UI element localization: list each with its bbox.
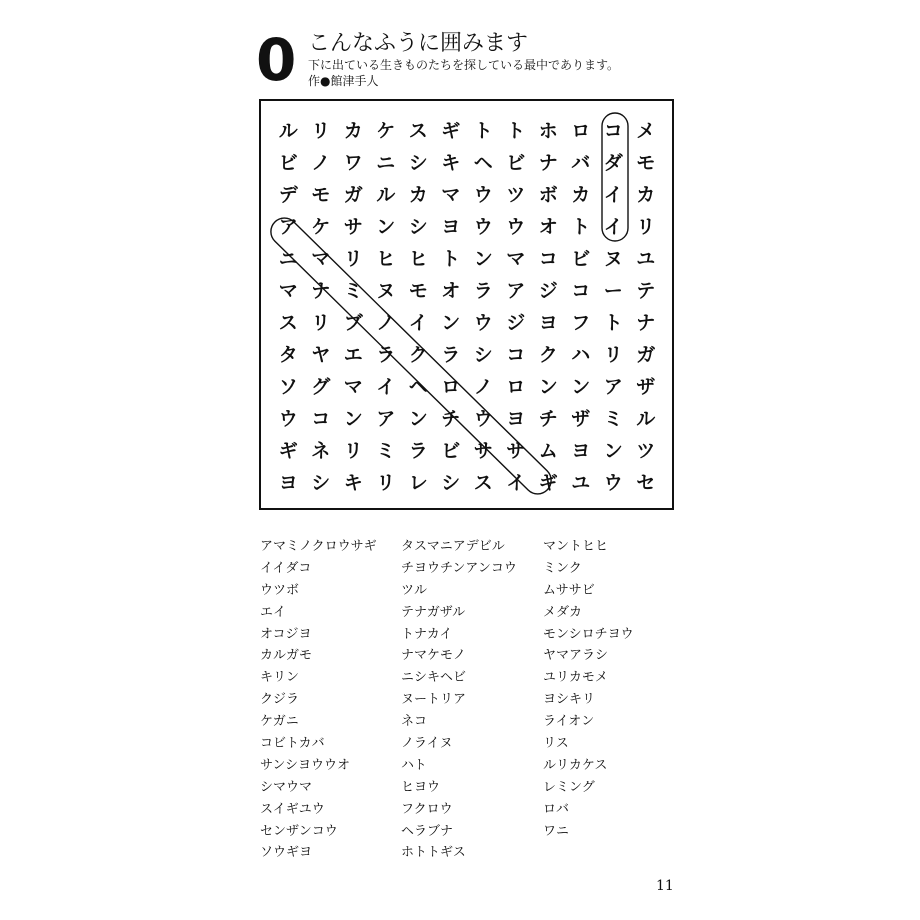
grid-cell: ロ bbox=[571, 119, 591, 142]
word-list-item: テナガザル bbox=[401, 604, 466, 620]
grid-cell: ラ bbox=[408, 439, 428, 462]
grid-cell: ロ bbox=[506, 375, 526, 398]
word-list-item: ニシキヘビ bbox=[401, 670, 467, 686]
word-list-item: カルガモ bbox=[260, 648, 313, 664]
grid-cell: ウ bbox=[473, 215, 493, 238]
grid-cell: ヘ bbox=[408, 375, 428, 398]
grid-cell: ビ bbox=[278, 151, 298, 174]
word-list-item: ヌートリア bbox=[401, 692, 467, 708]
grid-cell: ニ bbox=[278, 247, 298, 270]
grid-cell: ビ bbox=[441, 439, 461, 462]
grid-cell: マ bbox=[278, 279, 298, 302]
word-list-item: コビトカバ bbox=[260, 736, 325, 752]
grid-cell: ヘ bbox=[473, 151, 493, 174]
word-list-item: ヘラブナ bbox=[401, 823, 454, 839]
grid-cell: ノ bbox=[311, 151, 331, 174]
grid-cell: ン bbox=[603, 439, 623, 462]
grid-cell: コ bbox=[506, 343, 526, 366]
grid-cell: ヌ bbox=[603, 247, 623, 270]
word-list-item: ルリカケス bbox=[543, 757, 608, 773]
word-list-item: ナマケモノ bbox=[401, 648, 466, 664]
word-list-item: フクロウ bbox=[401, 801, 453, 817]
grid-cell: ン bbox=[441, 311, 461, 334]
grid-cell: ヨ bbox=[441, 215, 461, 238]
grid-cell: イ bbox=[376, 375, 396, 398]
grid-cell: サ bbox=[473, 439, 493, 462]
word-list-item: シマウマ bbox=[260, 779, 313, 795]
grid-cell: ラ bbox=[473, 279, 493, 302]
grid-cell: タ bbox=[278, 343, 298, 366]
grid-cell: デ bbox=[278, 183, 298, 206]
grid-cell: ガ bbox=[636, 343, 656, 366]
grid-cell: カ bbox=[343, 119, 363, 142]
grid-cell: ボ bbox=[538, 183, 558, 206]
grid-cell: ノ bbox=[473, 375, 493, 398]
grid-cell: ア bbox=[603, 375, 623, 398]
word-list-item: チヨウチンアンコウ bbox=[401, 560, 517, 576]
grid-cell: バ bbox=[571, 151, 591, 174]
grid-cell: コ bbox=[538, 247, 558, 270]
grid-cell: ネ bbox=[311, 439, 331, 462]
grid-cell: コ bbox=[603, 119, 623, 142]
word-list-item: モンシロチヨウ bbox=[543, 626, 634, 642]
puzzle-subtitle: 下に出ている生きものたちを探している最中であります。 bbox=[308, 58, 620, 72]
grid-cell: グ bbox=[311, 375, 331, 398]
grid-cell: フ bbox=[571, 311, 591, 334]
word-list-item: サンシヨウウオ bbox=[260, 757, 351, 773]
puzzle-header bbox=[256, 28, 676, 92]
word-list-item: スイギユウ bbox=[260, 801, 325, 817]
grid-cell: ウ bbox=[473, 407, 493, 430]
grid-cell: ナ bbox=[636, 311, 656, 334]
word-list-item: アマミノクロウサギ bbox=[260, 539, 377, 554]
puzzle-number: 0 bbox=[256, 26, 297, 94]
grid-cell: ヨ bbox=[538, 311, 558, 334]
grid-cell: ル bbox=[636, 407, 656, 430]
grid-cell: ウ bbox=[603, 471, 623, 494]
grid-cell: ウ bbox=[473, 311, 493, 334]
grid-cell: ト bbox=[571, 215, 591, 238]
grid-cell: リ bbox=[376, 471, 396, 494]
grid-cell: ー bbox=[603, 279, 623, 302]
grid-cell: ム bbox=[538, 439, 558, 462]
word-list-item: トナカイ bbox=[401, 626, 453, 642]
word-list-item: リス bbox=[543, 736, 569, 752]
word-list-item: ホトトギス bbox=[401, 845, 466, 861]
word-list-item: ヒヨウ bbox=[401, 779, 441, 795]
grid-cell: サ bbox=[343, 215, 363, 238]
grid-cell: ミ bbox=[376, 439, 396, 462]
grid-cell: リ bbox=[311, 311, 331, 334]
grid-cell: ト bbox=[603, 311, 623, 334]
grid-cell: ギ bbox=[278, 439, 298, 462]
grid-cell: チ bbox=[441, 407, 461, 430]
grid-cell: ア bbox=[278, 215, 298, 238]
grid-cell: ニ bbox=[376, 151, 396, 174]
grid-cell: イ bbox=[603, 183, 623, 206]
word-list-item: タスマニアデビル bbox=[401, 539, 505, 554]
word-list-item: ノライヌ bbox=[401, 736, 453, 752]
word-list-item: ワニ bbox=[543, 823, 570, 839]
grid-cell: イ bbox=[408, 311, 428, 334]
grid-cell: シ bbox=[441, 471, 461, 494]
word-list-item: ヨシキリ bbox=[543, 692, 596, 708]
word-list-column-3 bbox=[543, 536, 683, 842]
word-list-item: ツル bbox=[401, 582, 428, 598]
grid-cell: リ bbox=[603, 343, 623, 366]
word-list-item: ロバ bbox=[543, 801, 570, 817]
grid-cell: リ bbox=[311, 119, 331, 142]
grid-cell: ジ bbox=[506, 311, 526, 334]
grid-cell: ケ bbox=[376, 119, 396, 142]
grid-cell: ヒ bbox=[408, 247, 428, 270]
grid-cell: ナ bbox=[311, 279, 331, 302]
grid-cell: シ bbox=[473, 343, 493, 366]
word-list-column-2 bbox=[401, 536, 541, 864]
grid-cell: リ bbox=[343, 247, 363, 270]
word-list-item: ソウギヨ bbox=[260, 845, 313, 861]
grid-cell: マ bbox=[506, 247, 526, 270]
grid-cell: ラ bbox=[441, 343, 461, 366]
grid-cell: カ bbox=[636, 183, 656, 206]
grid-cell: ユ bbox=[571, 471, 591, 494]
word-list-item: ウツボ bbox=[260, 582, 300, 598]
grid-cell: オ bbox=[441, 279, 461, 302]
grid-cell: ハ bbox=[571, 343, 591, 366]
grid-cell: ス bbox=[278, 311, 298, 334]
page-number: 11 bbox=[656, 878, 674, 894]
word-list-item: ムササビ bbox=[543, 582, 595, 598]
grid-cell: ギ bbox=[538, 471, 558, 494]
grid-cell: モ bbox=[311, 183, 331, 206]
word-list-item: ケガニ bbox=[260, 714, 299, 730]
grid-cell: オ bbox=[538, 215, 558, 238]
grid-cell: リ bbox=[636, 215, 656, 238]
grid-cell: ノ bbox=[376, 311, 396, 334]
grid-cell: マ bbox=[441, 183, 461, 206]
puzzle-title: こんなふうに囲みます bbox=[308, 31, 529, 56]
grid-cell: ン bbox=[376, 215, 396, 238]
grid-cell: ル bbox=[278, 119, 298, 142]
grid-cell: キ bbox=[441, 151, 461, 174]
grid-cell: ガ bbox=[343, 183, 363, 206]
grid-cell: シ bbox=[408, 151, 428, 174]
grid-cell: ビ bbox=[506, 151, 526, 174]
word-list-item: ユリカモメ bbox=[543, 670, 608, 686]
grid-cell: モ bbox=[408, 279, 428, 302]
grid-cell: ク bbox=[408, 343, 428, 366]
grid-cell: ト bbox=[441, 247, 461, 270]
grid-cell: ヌ bbox=[376, 279, 396, 302]
grid-cell: ト bbox=[506, 119, 526, 142]
grid-cell: ホ bbox=[538, 119, 558, 142]
grid-cell: ウ bbox=[278, 407, 298, 430]
grid-cell: ン bbox=[571, 375, 591, 398]
grid-cell: ザ bbox=[636, 375, 656, 398]
grid-cell: テ bbox=[636, 279, 656, 302]
word-list-item: メダカ bbox=[543, 604, 583, 620]
grid-cell: ブ bbox=[343, 311, 363, 334]
grid-cell: モ bbox=[636, 151, 656, 174]
grid-cell: マ bbox=[311, 247, 331, 270]
grid-cell: チ bbox=[538, 407, 558, 430]
grid-cell: シ bbox=[408, 215, 428, 238]
grid-cell: ツ bbox=[506, 183, 526, 206]
word-list-item: レミング bbox=[543, 779, 595, 795]
grid-cell: イ bbox=[506, 471, 526, 494]
grid-cell: ダ bbox=[603, 151, 623, 174]
grid-cell: ケ bbox=[311, 215, 331, 238]
grid-cell: ナ bbox=[538, 151, 558, 174]
grid-cell: ユ bbox=[636, 247, 656, 270]
word-list-item: ネコ bbox=[401, 714, 428, 730]
grid-cell: ス bbox=[408, 119, 428, 142]
word-list-item: キリン bbox=[260, 670, 300, 686]
word-list-column-1 bbox=[260, 536, 400, 864]
grid-cell: ミ bbox=[603, 407, 623, 430]
grid-cell: ミ bbox=[343, 279, 363, 302]
grid-cell: ト bbox=[473, 119, 493, 142]
word-list-item: ヤマアラシ bbox=[543, 648, 609, 664]
grid-cell: ン bbox=[343, 407, 363, 430]
grid-cell: ン bbox=[538, 375, 558, 398]
word-list-item: センザンコウ bbox=[260, 823, 338, 839]
grid-cell: ス bbox=[473, 471, 493, 494]
grid-cell: カ bbox=[408, 183, 428, 206]
grid-cell: ツ bbox=[636, 439, 656, 462]
grid-cell: ウ bbox=[473, 183, 493, 206]
grid-cell: カ bbox=[571, 183, 591, 206]
word-list-item: ハト bbox=[401, 757, 427, 773]
grid-cell: シ bbox=[311, 471, 331, 494]
word-search-grid-box bbox=[259, 99, 674, 510]
grid-cell: ラ bbox=[376, 343, 396, 366]
grid-cell: ジ bbox=[538, 279, 558, 302]
word-list-item: クジラ bbox=[260, 692, 300, 708]
grid-cell: ヤ bbox=[311, 343, 331, 366]
grid-cell: ヒ bbox=[376, 247, 396, 270]
grid-cell: キ bbox=[343, 471, 363, 494]
grid-cell: ビ bbox=[571, 247, 591, 270]
word-list bbox=[260, 536, 680, 876]
grid-cell: コ bbox=[311, 407, 331, 430]
grid-cell: ワ bbox=[343, 151, 363, 174]
word-list-item: エイ bbox=[260, 604, 287, 620]
grid-cell: イ bbox=[603, 215, 623, 238]
grid-cell: セ bbox=[636, 471, 656, 494]
grid-cell: ヨ bbox=[571, 439, 591, 462]
word-list-item: オコジヨ bbox=[260, 626, 312, 642]
grid-cell: ロ bbox=[441, 375, 461, 398]
grid-cell: ヨ bbox=[506, 407, 526, 430]
grid-cell: ウ bbox=[506, 215, 526, 238]
grid-cell: ア bbox=[376, 407, 396, 430]
grid-cell: ル bbox=[376, 183, 396, 206]
grid-cell: ア bbox=[506, 279, 526, 302]
word-list-item: ミンク bbox=[543, 560, 582, 576]
grid-cell: ン bbox=[408, 407, 428, 430]
grid-cell: コ bbox=[571, 279, 591, 302]
grid-cell: メ bbox=[636, 119, 656, 142]
grid-cell: リ bbox=[343, 439, 363, 462]
grid-cell: レ bbox=[408, 471, 428, 494]
grid-cell: マ bbox=[343, 375, 363, 398]
grid-cell: サ bbox=[506, 439, 526, 462]
grid-cell: エ bbox=[343, 343, 363, 366]
grid-cell: ソ bbox=[278, 375, 298, 398]
word-list-item: マントヒヒ bbox=[543, 539, 609, 554]
grid-cell: ヨ bbox=[278, 471, 298, 494]
word-search-grid bbox=[272, 113, 662, 497]
puzzle-author: 作●館津手人 bbox=[308, 74, 379, 88]
word-list-item: ライオン bbox=[543, 714, 595, 730]
grid-cell: ン bbox=[473, 247, 493, 270]
word-list-item: イイダコ bbox=[260, 560, 312, 576]
grid-cell: ク bbox=[538, 343, 558, 366]
grid-cell: ザ bbox=[571, 407, 591, 430]
grid-cell: ギ bbox=[441, 119, 461, 142]
